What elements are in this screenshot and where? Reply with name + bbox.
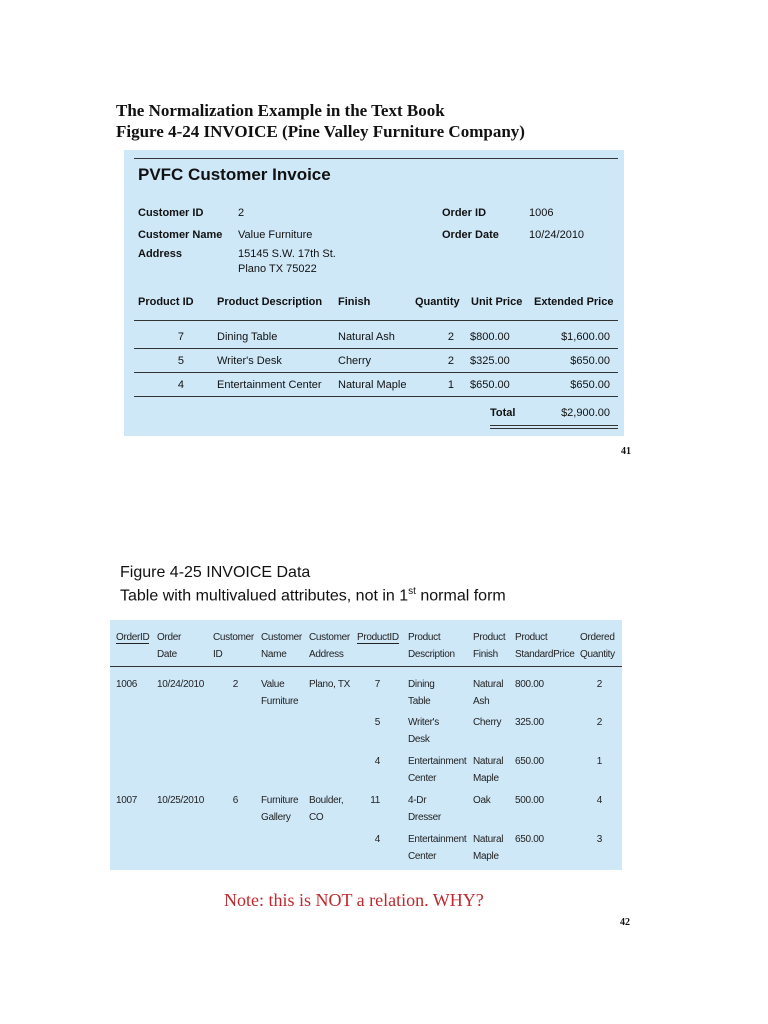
cell-text: Natural <box>473 834 504 845</box>
row-rule <box>134 396 618 397</box>
customer-id-label: Customer ID <box>138 207 204 219</box>
row-quantity: 2 <box>447 355 454 367</box>
cell-text: Desk <box>408 734 430 745</box>
column-header-product-id: Product ID <box>138 296 194 308</box>
row-unit-price: $800.00 <box>470 331 510 343</box>
address-line-2: Plano TX 75022 <box>238 263 317 275</box>
col-header-customer-name <box>261 629 302 663</box>
col-header-customer-id <box>213 629 254 663</box>
figure-heading <box>120 563 506 605</box>
cell-product-standard-price: 650.00 <box>515 834 544 845</box>
row-extended-price: $650.00 <box>570 355 610 367</box>
cell-product-description <box>408 714 439 748</box>
col-header-product-id <box>357 629 399 646</box>
col-header-order-date <box>157 629 181 663</box>
cell-product-finish <box>473 831 503 865</box>
cell-order-date: 10/24/2010 <box>157 679 205 690</box>
customer-invoice-form <box>124 150 624 436</box>
cell-text: Ash <box>473 696 490 707</box>
cell-product-id: 4 <box>374 756 380 767</box>
cell-text: Furniture <box>261 795 299 806</box>
header-text: Product <box>408 632 441 643</box>
cell-text: Center <box>408 773 437 784</box>
page-number-42: 42 <box>620 917 630 928</box>
row-unit-price: $650.00 <box>470 379 510 391</box>
col-header-product-finish <box>473 629 505 663</box>
cell-product-standard-price: 325.00 <box>515 717 544 728</box>
cell-customer-id: 6 <box>232 795 238 806</box>
cell-text: Writer's <box>408 717 439 728</box>
header-rule <box>134 320 618 321</box>
col-header-order-id <box>116 629 149 646</box>
heading-text-pre: Table with multivalued attributes, not in 1 <box>120 587 409 605</box>
row-finish: Natural Maple <box>338 379 407 391</box>
order-date-value: 10/24/2010 <box>529 229 585 241</box>
column-header-product-description: Product Description <box>217 296 323 308</box>
cell-product-finish <box>473 676 503 710</box>
col-header-product-standard-price <box>515 629 574 663</box>
cell-text: Entertainment <box>408 756 467 767</box>
cell-ordered-quantity: 3 <box>596 834 602 845</box>
customer-name-value: Value Furniture <box>238 229 313 241</box>
cell-product-id: 7 <box>374 679 380 690</box>
cell-text: Maple <box>473 851 499 862</box>
total-double-rule-bottom <box>490 428 618 429</box>
row-finish: Natural Ash <box>338 331 395 343</box>
col-header-customer-address <box>309 629 350 663</box>
address-line-1: 15145 S.W. 17th St. <box>238 248 336 260</box>
cell-text: Value <box>261 679 285 690</box>
header-text: Order <box>157 632 182 643</box>
cell-product-id: 11 <box>370 795 380 806</box>
cell-text: Furniture <box>261 696 299 707</box>
header-text: Quantity <box>580 649 615 660</box>
total-value: $2,900.00 <box>561 407 610 419</box>
cell-text: Boulder, <box>309 795 344 806</box>
row-rule <box>134 372 618 373</box>
header-text: Date <box>157 649 177 660</box>
cell-product-standard-price: 500.00 <box>515 795 544 806</box>
cell-ordered-quantity: 4 <box>596 795 602 806</box>
header-text: Customer <box>213 632 254 643</box>
slide-title <box>116 100 525 142</box>
cell-text: Gallery <box>261 812 291 823</box>
cell-text: Table <box>408 696 431 707</box>
row-description: Entertainment Center <box>217 379 322 391</box>
row-finish: Cherry <box>338 355 372 367</box>
figure-heading-line-2 <box>120 582 506 605</box>
cell-product-finish <box>473 753 503 787</box>
cell-customer-name <box>261 676 298 710</box>
row-extended-price: $650.00 <box>570 379 610 391</box>
cell-ordered-quantity: 2 <box>596 679 602 690</box>
cell-product-description <box>408 792 441 826</box>
header-text: Product <box>473 632 506 643</box>
header-text: Name <box>261 649 287 660</box>
cell-text: Dresser <box>408 812 441 823</box>
cell-text: Natural <box>473 679 504 690</box>
figure-heading-line-1: Figure 4-25 INVOICE Data <box>120 564 311 581</box>
cell-product-description <box>408 753 466 787</box>
row-description: Dining Table <box>217 331 278 343</box>
order-id-value: 1006 <box>529 207 554 219</box>
row-product-id: 7 <box>177 331 184 343</box>
total-label: Total <box>490 407 516 419</box>
header-text: Finish <box>473 649 498 660</box>
cell-text: Dining <box>408 679 435 690</box>
total-double-rule-top <box>490 425 618 426</box>
column-header-finish: Finish <box>338 296 371 308</box>
cell-product-description <box>408 676 435 710</box>
data-header-rule <box>110 666 622 667</box>
cell-text: CO <box>309 812 324 823</box>
column-header-unit-price: Unit Price <box>471 296 523 308</box>
row-unit-price: $325.00 <box>470 355 510 367</box>
cell-product-standard-price: 650.00 <box>515 756 544 767</box>
invoice-top-rule <box>134 158 618 159</box>
cell-product-finish: Oak <box>473 795 491 806</box>
invoice-data-table <box>110 620 622 870</box>
order-date-label: Order Date <box>442 229 499 241</box>
invoice-title: PVFC Customer Invoice <box>138 165 331 184</box>
cell-product-standard-price: 800.00 <box>515 679 544 690</box>
cell-customer-name <box>261 792 298 826</box>
col-header-product-description <box>408 629 455 663</box>
cell-product-id: 4 <box>374 834 380 845</box>
header-text: Ordered <box>580 632 615 643</box>
row-description: Writer's Desk <box>217 355 282 367</box>
cell-customer-address: Plano, TX <box>309 679 351 690</box>
cell-text: Entertainment <box>408 834 467 845</box>
header-text: Description <box>408 649 455 660</box>
note-text: Note: this is NOT a relation. WHY? <box>224 890 484 910</box>
header-text: ID <box>213 649 223 660</box>
slide-title-line-1: The Normalization Example in the Text Book <box>116 101 445 120</box>
slide-title-line-2: Figure 4-24 INVOICE (Pine Valley Furniture Company) <box>116 122 525 141</box>
cell-customer-id: 2 <box>232 679 238 690</box>
cell-text: Natural <box>473 756 504 767</box>
address-label: Address <box>138 248 183 260</box>
header-text: Address <box>309 649 344 660</box>
cell-text: 4-Dr <box>408 795 427 806</box>
cell-product-id: 5 <box>374 717 380 728</box>
cell-text: Center <box>408 851 437 862</box>
cell-order-id: 1006 <box>116 679 138 690</box>
heading-superscript: st <box>408 586 416 597</box>
row-product-id: 5 <box>177 355 184 367</box>
col-header-ordered-quantity <box>580 629 615 663</box>
cell-ordered-quantity: 1 <box>596 756 602 767</box>
cell-product-finish: Cherry <box>473 717 502 728</box>
heading-text-post: normal form <box>415 587 506 605</box>
row-quantity: 1 <box>447 379 454 391</box>
customer-name-label: Customer Name <box>138 229 223 241</box>
column-header-extended-price: Extended Price <box>534 296 614 308</box>
cell-ordered-quantity: 2 <box>596 717 602 728</box>
cell-product-description <box>408 831 466 865</box>
cell-text: Maple <box>473 773 499 784</box>
header-text: Customer <box>261 632 302 643</box>
cell-order-id: 1007 <box>116 795 138 806</box>
row-extended-price: $1,600.00 <box>561 331 610 343</box>
row-product-id: 4 <box>177 379 184 391</box>
cell-customer-address <box>309 792 343 826</box>
column-header-quantity: Quantity <box>415 296 460 308</box>
header-text: Product <box>515 632 548 643</box>
order-id-label: Order ID <box>442 207 487 219</box>
row-quantity: 2 <box>447 331 454 343</box>
cell-order-date: 10/25/2010 <box>157 795 205 806</box>
page-number-41: 41 <box>621 446 631 457</box>
header-text: OrderID <box>116 632 150 643</box>
row-rule <box>134 348 618 349</box>
header-text: Customer <box>309 632 350 643</box>
customer-id-value: 2 <box>238 207 245 219</box>
header-text: StandardPrice <box>515 649 575 660</box>
header-text: ProductID <box>357 632 399 643</box>
